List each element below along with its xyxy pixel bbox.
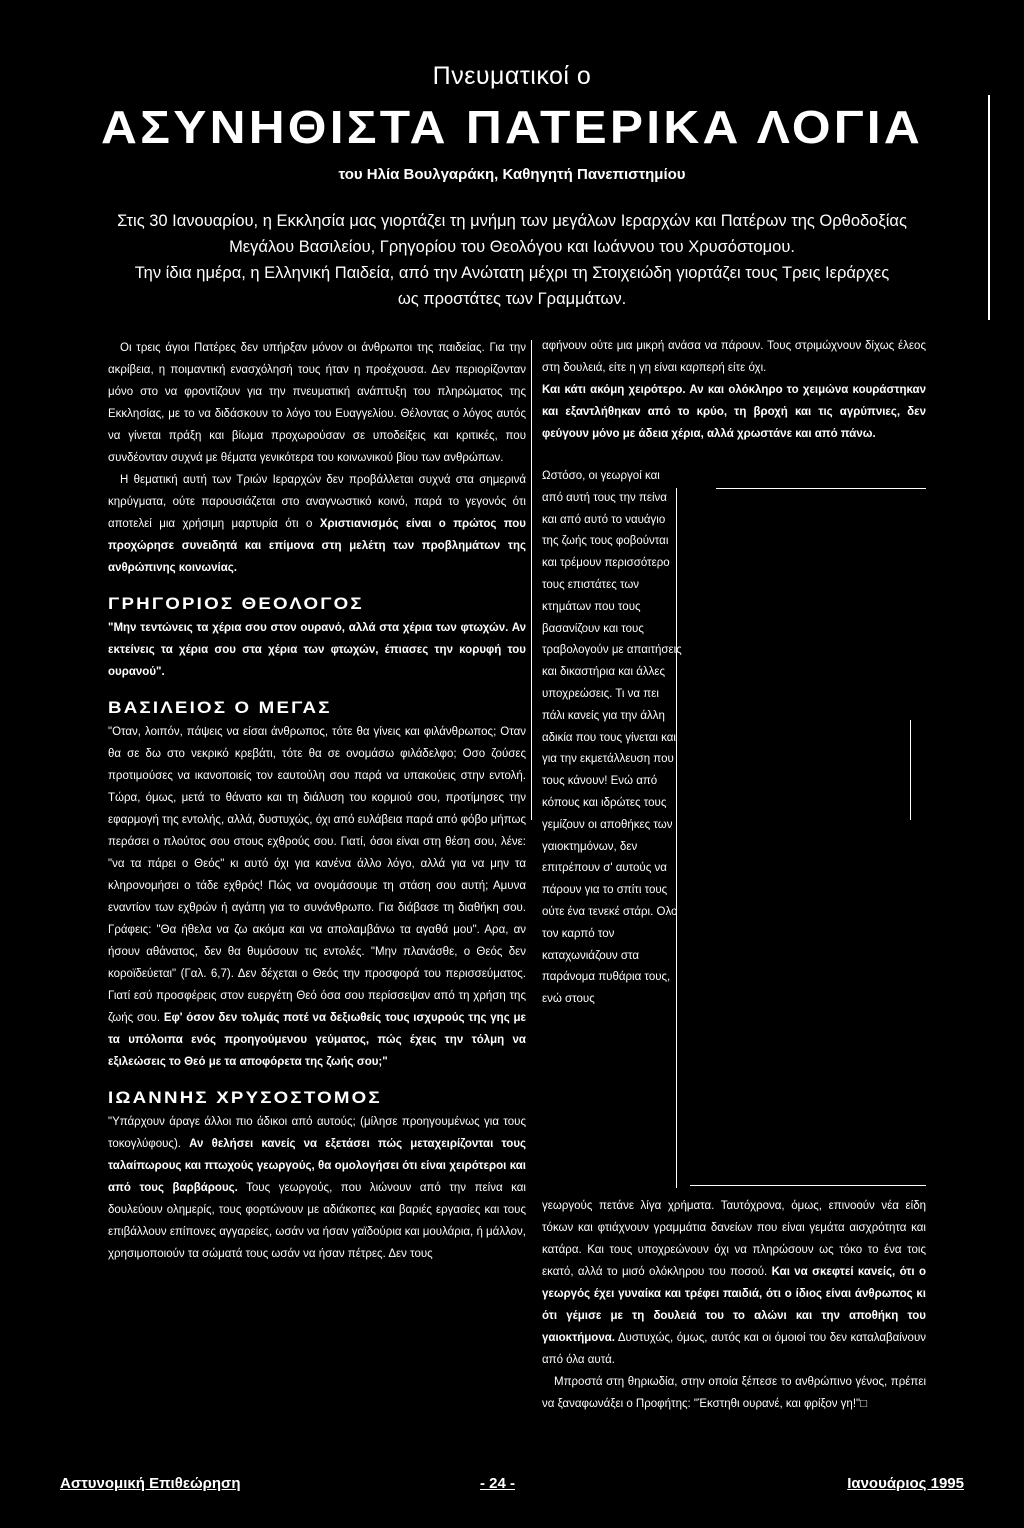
body-text: "Υπάρχουν άραγε άλλοι πιο άδικοι από αυτούς; (μίλησε προηγουμένως για τους τοκογλύφους). <box>108 1116 526 1150</box>
emphasis-text: Και να σκεφτεί κανείς, ότι ο γεωργός έχει γυναίκα και τρέφει παιδιά, ότι ο ίδιος είναι άνθρωπος κι ότι γέμισε με τη δουλειά του το αλώνι και την αποθήκη του γαιοκτήμονα. <box>542 1266 926 1344</box>
footer-page-number: - 24 - <box>480 1475 516 1492</box>
section-heading-gregory: ΓΡΗΓΟΡΙΟΣ ΘΕΟΛΟΓΟΣ <box>108 594 364 613</box>
body-paragraph: Ωστόσο, οι γεωργοί και από αυτή τους την πείνα και από αυτό το ναυάγιο της ζωής τους φοβούνται και τρέμουν περισσότερο τους επιστάτες των κτημάτων που τους βασανίζουν και τους τραβολογούν με απαιτήσεις και δικαστήρια και άλλες υποχρεώσεις. Τι να πει πάλι κανείς για την άλλη αδικία που τους γίνεται και για την εκμετάλλευση που τους κάνουν! Ενώ από κόπους και ιδρώτες τους γεμίζουν οι αποθήκες των γαιοκτημόνων, δεν επιτρέπουν σ' αυτούς να πάρουν για το σπίτι τους ούτε ένα τενεκέ στάρι. Ολο τον καρπό τον καταχωνιάζουν στα παράνομα πυθάρια τους, ενώ στους <box>542 470 682 1006</box>
body-text: Τους γεωργούς, που λιώνουν από την πείνα και δουλεύουν ολημερίς, τους φορτώνουν με αδιάκοπες και βαριές εργασίες και τους επιβάλλουν επίπονες αγγαρείες, ωσάν να ήσαν γαϊδούρια και μουλάρια, ή μάλλον, χρησιμοποιούν τα σώματά τους ωσάν να ήσαν πέτρες. Δεν τους <box>108 1182 526 1260</box>
body-text: Δυστυχώς, όμως, αυτός και οι όμοιοί του δεν καταλαβαίνουν από όλα αυτά. <box>542 1332 926 1366</box>
intro-line: Την ίδια ημέρα, η Ελληνική Παιδεία, από την Ανώτατη μέχρι τη Στοιχειώδη γιορτάζει τους Τρεις Ιεράρχες <box>134 264 890 282</box>
article-title: ΑΣΥΝΗΘΙΣΤΑ ΠΑΤΕΡΙΚΑ ΛΟΓΙΑ <box>101 101 923 153</box>
right-margin-rule <box>910 720 911 820</box>
column-divider <box>531 340 532 820</box>
closing-paragraph <box>542 1371 926 1415</box>
body-paragraph <box>542 1195 926 1371</box>
gregory-quote: "Μην τεντώνεις τα χέρια σου στον ουρανό, αλλά στα χέρια των φτωχών. Αν εκτείνεις τα χέρια σου στα χέρια των φτωχών, έπιασες την κορυφή του ουρανού". <box>108 622 526 678</box>
john-quote <box>108 1111 526 1265</box>
emphasis-paragraph: Και κάτι ακόμη χειρότερο. Αν και ολόκληρο το χειμώνα κουράστηκαν και εξαντλήθηκαν από το κρύο, τη βροχή και τις αγρύπνιες, δεν φεύγουν μόνο με άδεια χέρια, αλλά χρωστάνε και από πάνω. <box>542 384 926 440</box>
body-text: Μπροστά στη θηριωδία, στην οποία ξέπεσε το ανθρώπινο γένος, πρέπει να ξαναφωνάξει ο Προφήτης: "Έκστηθι ουρανέ, και φρίξον γη!" <box>542 1376 926 1410</box>
emphasis-text: Χριστιανισμός είναι ο πρώτος που προχώρησε συνειδητά και επίμονα στη μελέτη των προβλημάτων της ανθρώπινης κοινωνίας. <box>108 518 526 574</box>
footer-magazine: Αστυνομική Επιθεώρηση <box>60 1475 241 1492</box>
body-text: Η θεματική αυτή των Τριών Ιεραρχών δεν προβάλλεται συχνά στα σημερινά κηρύγματα, ούτε παρουσιάζεται στο αναγνωστικό κοινό, παρά το γεγονός ότι αποτελεί μια χρήσιμη μαρτυρία ότι ο <box>108 474 526 530</box>
section-heading-basil: ΒΑΣΙΛΕΙΟΣ Ο ΜΕΓΑΣ <box>108 698 332 717</box>
basil-quote <box>108 721 526 1073</box>
right-column-top <box>542 335 926 445</box>
inset-bottom-rule <box>690 1185 926 1186</box>
left-column <box>108 337 526 1265</box>
right-column-bottom <box>542 1195 926 1415</box>
body-text: γεωργούς πετάνε λίγα χρήματα. Ταυτόχρονα, όμως, επινοούν νέα είδη τόκων και φτιάχνουν γραμμάτια δανείων που είναι γεμάτα αισχρότητα και κατάρα. Και τους υποχρεώνουν όχι να πληρώσουν ως τόκο το ένα τοις εκατό, αλλά το μισό ολόκληρου του ποσού. <box>542 1200 926 1278</box>
section-heading-john: ΙΩΑΝΝΗΣ ΧΡΥΣΟΣΤΟΜΟΣ <box>108 1088 382 1107</box>
footer-date: Ιανουάριος 1995 <box>847 1475 964 1492</box>
emphasis-text: Εφ' όσον δεν τολμάς ποτέ να δεξιωθείς τους ισχυρούς της γης με τα υπόλοιπα ενός προηγούμενου γεύματος, πώς έχεις την τόλμη να εξιλεώσεις το Θεό με τα αποφόρετα της ζωής σου;" <box>108 1012 526 1068</box>
body-text: "Οταν, λοιπόν, πάψεις να είσαι άνθρωπος, τότε θα γίνεις και φιλάνθρωπος; Οταν θα σε δω στο νεκρικό κρεβάτι, τότε θα σε ονομάσω φιλάδελφο; Οσο ζούσες προτιμούσες να ικανοποιείς τον εαυτούλη σου παρά να υπακούεις στην εντολή. Τώρα, όμως, μετά το θάνατο και τη διάλυση του κορμιού σου, προτίμησες την εφαρμογή της εντολής, αλλά, δυστυχώς, όχι από ευλάβεια παρά από φόβο μήπως περάσει ο πλούτος σου στους εχθρούς σου. Γιατί, όσοι είναι στη θέση σου, λένε: "να τα πάρει ο Θεός" κι αυτό όχι για κανένα άλλο λόγο, αλλά για να μην τα κληρονομήσει ο τάδε εχθρός! Πώς να ονομάσουμε τη στάση σου αυτή; Αμυνα εναντίον των εχθρών ή αγάπη για το συνάνθρωπο. Για διάβασε τη διαθήκη σου. Γράφεις: "Θα ήθελα να ζω ακόμα και να απολαμβάνω τα αγαθά μου". Αρα, αν ήσουν αθάνατος, δεν θα θυμόσουν τις εντολές. "Μην πλανάσθε, ο Θεός δεν κοροϊδεύεται" (Γαλ. 6,7). Δεν δέχεται ο Θεός την προσφορά του περισσεύματος. Γιατί εσύ προσφέρεις στον ευεργέτη Θεό όσα σου περίσσεψαν από τη χρήση της ζωής σου. <box>108 726 526 1024</box>
emphasis-text: Αν θελήσει κανείς να εξετάσει πώς μεταχειρίζονται τους ταλαίπωρους και πτωχούς γεωργούς, θα ομολογήσει ότι είναι χειρότεροι και από τους βαρβάρους. <box>108 1138 526 1194</box>
end-mark-icon: □ <box>860 1398 868 1410</box>
body-paragraph: αφήνουν ούτε μια μικρή ανάσα να πάρουν. Τους στριμώχνουν δίχως έλεος στη δουλειά, είτε η γη είναι καρπερή είτε όχι. <box>542 340 926 374</box>
body-paragraph <box>108 469 526 579</box>
kicker: Πνευματικοί ο <box>432 62 592 90</box>
top-right-rule <box>988 95 990 320</box>
intro-line: ως προστάτες των Γραμμάτων. <box>397 290 627 308</box>
inset-top-rule <box>716 488 926 489</box>
byline: του Ηλία Βουλγαράκη, Καθηγητή Πανεπιστημίου <box>338 166 686 183</box>
page-footer <box>60 1475 964 1497</box>
right-narrow-column <box>542 466 682 1011</box>
intro-paragraph <box>60 208 964 312</box>
body-paragraph: Οι τρεις άγιοι Πατέρες δεν υπήρξαν μόνον οι άνθρωποι της παιδείας. Για την ακρίβεια, η ποιμαντική ενασχόλησή τους ήταν η προέχουσα. Δεν περιορίζονταν μόνο στο να φροντίζουν για την πνευματική ανάπτυξη του πληρώματος της Εκκλησίας, με το να διδάσκουν το λόγο του Ευαγγελίου. Θέλοντας ο λόγος αυτός να γίνεται πράξη και βίωμα προχωρούσαν σε υποδείξεις και κριτικές, που συνδέονταν συχνά με θέματα γενικότερα του κοινωνικού βίου των ανθρώπων. <box>108 342 526 464</box>
intro-line: Στις 30 Ιανουαρίου, η Εκκλησία μας γιορτάζει τη μνήμη των μεγάλων Ιεραρχών και Πατέρων της Ορθοδοξίας <box>117 212 907 230</box>
intro-line: Μεγάλου Βασιλείου, Γρηγορίου του Θεολόγου και Ιωάννου του Χρυσόστομου. <box>229 238 795 256</box>
